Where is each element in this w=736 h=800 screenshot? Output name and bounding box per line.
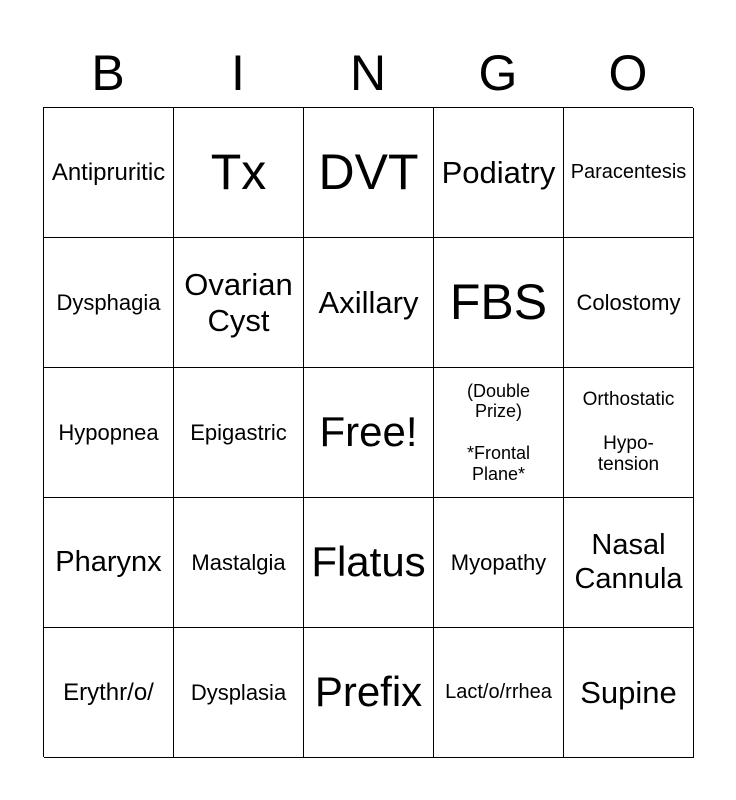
bingo-cell-r5-c1[interactable]: Erythr/o/	[44, 628, 174, 758]
bingo-cell-r2-c5[interactable]: Colostomy	[564, 238, 694, 368]
bingo-cell-r1-c4[interactable]: Podiatry	[434, 108, 564, 238]
bingo-cell-r3-c2[interactable]: Epigastric	[174, 368, 304, 498]
bingo-cell-r5-c5[interactable]: Supine	[564, 628, 694, 758]
bingo-cell-r5-c2[interactable]: Dysplasia	[174, 628, 304, 758]
bingo-header	[43, 38, 693, 108]
header-letter-n: N	[349, 45, 387, 101]
bingo-card-grid	[43, 107, 693, 757]
bingo-cell-r4-c4[interactable]: Myopathy	[434, 498, 564, 628]
bingo-cell-r1-c1[interactable]: Antipruritic	[44, 108, 174, 238]
bingo-cell-r2-c2[interactable]: Ovarian Cyst	[174, 238, 304, 368]
bingo-cell-r3-c1[interactable]: Hypopnea	[44, 368, 174, 498]
bingo-cell-r1-c3[interactable]: DVT	[304, 108, 434, 238]
bingo-cell-r3-c4[interactable]: (Double Prize) *Frontal Plane*	[434, 368, 564, 498]
header-letter-i: I	[231, 45, 245, 101]
bingo-cell-r2-c3[interactable]: Axillary	[304, 238, 434, 368]
bingo-cell-r3-c5[interactable]: Orthostatic Hypo- tension	[564, 368, 694, 498]
free-space-cell[interactable]: Free!	[304, 368, 434, 498]
header-letter-g: G	[478, 45, 518, 101]
bingo-cell-r1-c2[interactable]: Tx	[174, 108, 304, 238]
bingo-cell-r4-c5[interactable]: Nasal Cannula	[564, 498, 694, 628]
bingo-cell-r4-c1[interactable]: Pharynx	[44, 498, 174, 628]
header-letter-b: B	[91, 45, 125, 101]
bingo-cell-r5-c4[interactable]: Lact/o/rrhea	[434, 628, 564, 758]
bingo-cell-r2-c4[interactable]: FBS	[434, 238, 564, 368]
bingo-cell-r2-c1[interactable]: Dysphagia	[44, 238, 174, 368]
bingo-cell-r4-c2[interactable]: Mastalgia	[174, 498, 304, 628]
bingo-cell-r5-c3[interactable]: Prefix	[304, 628, 434, 758]
bingo-cell-r4-c3[interactable]: Flatus	[304, 498, 434, 628]
bingo-cell-r1-c5[interactable]: Paracentesis	[564, 108, 694, 238]
header-letter-o: O	[608, 45, 648, 101]
